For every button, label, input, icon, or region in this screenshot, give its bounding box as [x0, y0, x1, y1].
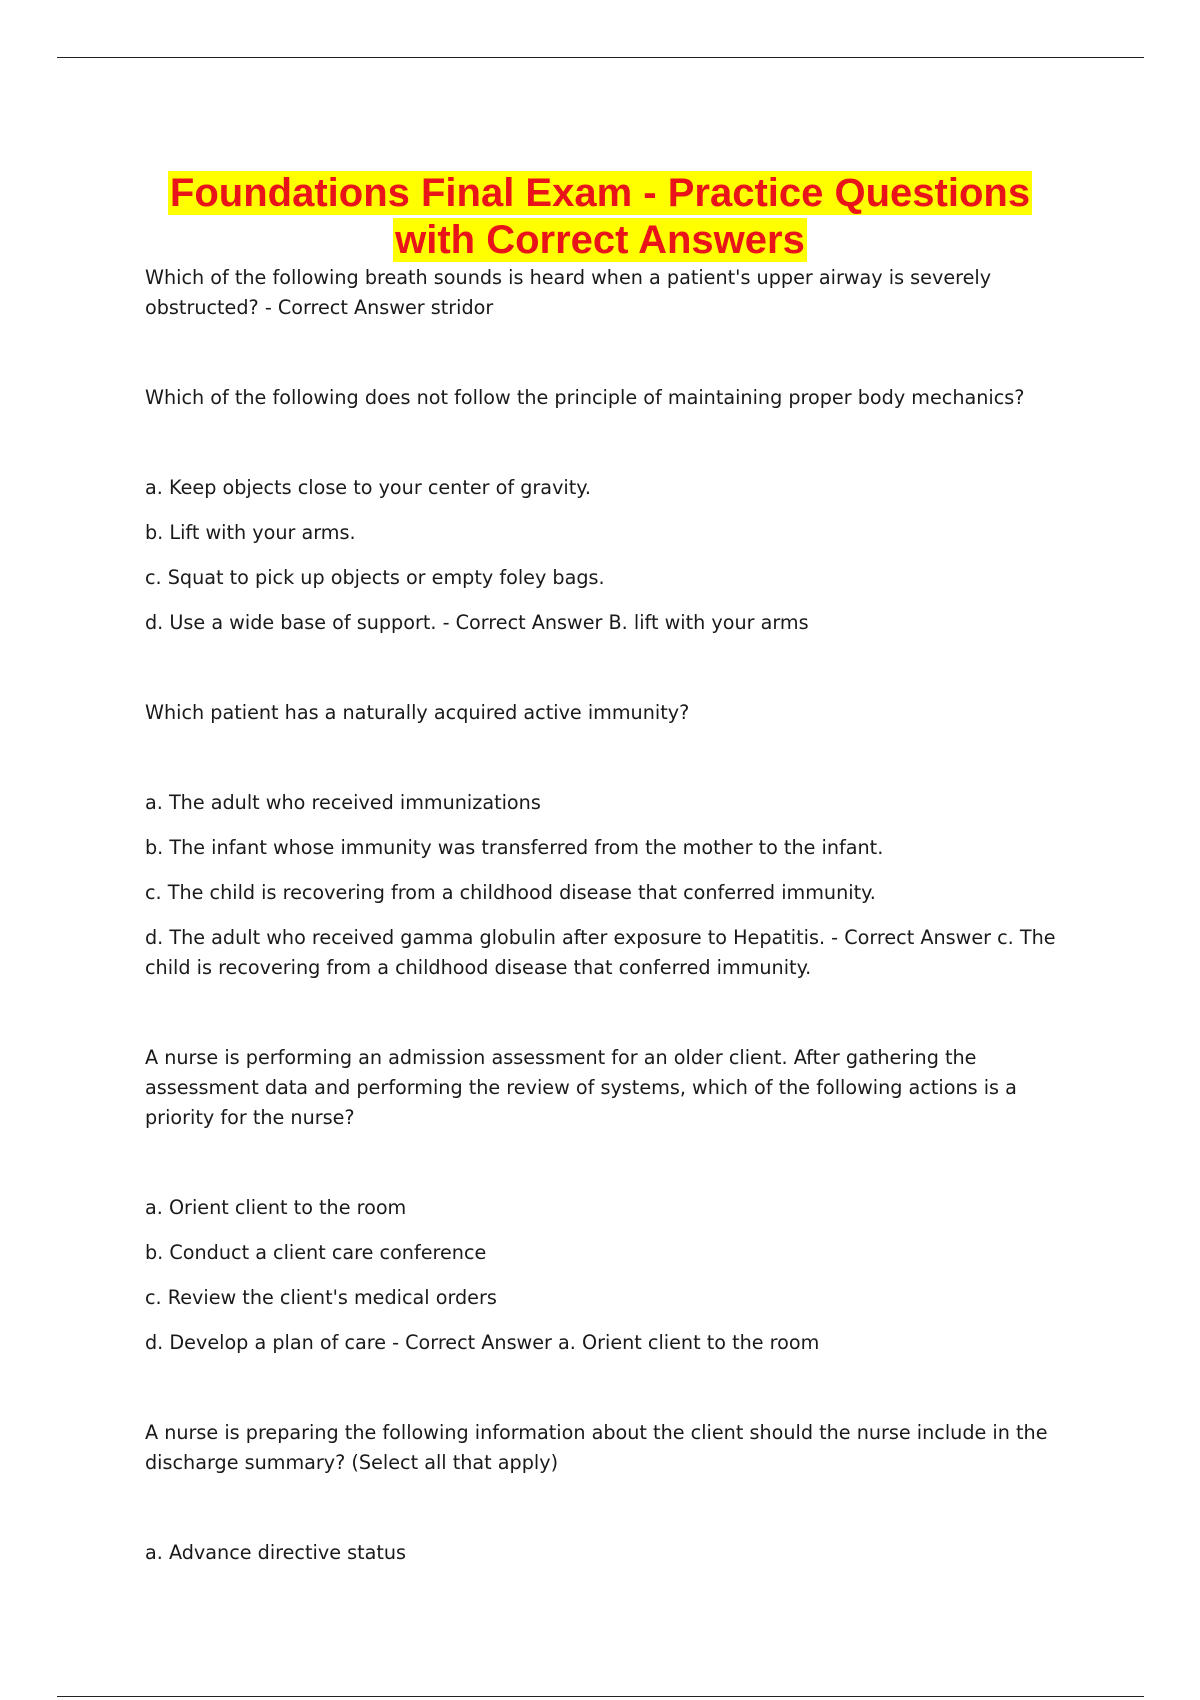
option-a: a. Orient client to the room [145, 1196, 407, 1219]
footer-rule [57, 1696, 1144, 1697]
question-text: Which of the following breath sounds is heard when a patient's upper airway is severely obstructed? - Correct Answer stridor [145, 266, 992, 319]
question-4 [145, 1043, 1065, 1358]
option-a: a. Keep objects close to your center of gravity. [145, 476, 591, 499]
option-d: d. Use a wide base of support. - Correct Answer B. lift with your arms [145, 611, 809, 634]
option-d: d. Develop a plan of care - Correct Answer a. Orient client to the room [145, 1331, 820, 1354]
option-list [145, 1538, 1065, 1568]
title-line-1: Foundations Final Exam - Practice Questions [169, 170, 1031, 215]
question-text: A nurse is preparing the following information about the client should the nurse include in the discharge summary? (Select all that apply) [145, 1421, 1048, 1474]
header-rule [57, 57, 1144, 58]
option-list [145, 1193, 1065, 1358]
option-c: c. Review the client's medical orders [145, 1286, 497, 1309]
option-b: b. Lift with your arms. [145, 521, 356, 544]
question-2 [145, 383, 1065, 638]
option-list [145, 788, 1065, 983]
question-3 [145, 698, 1065, 983]
question-text: A nurse is performing an admission assessment for an older client. After gathering the assessment data and performing the review of systems, which of the following actions is a priority for the nurse? [145, 1046, 1017, 1129]
question-text: Which of the following does not follow the principle of maintaining proper body mechanics? [145, 386, 1025, 409]
option-d: d. The adult who received gamma globulin after exposure to Hepatitis. - Correct Answer c. The child is recovering from a childhood disease that conferred immunity. [145, 926, 1056, 979]
option-b: b. The infant whose immunity was transferred from the mother to the infant. [145, 836, 884, 859]
option-list [145, 473, 1065, 638]
document-title [80, 170, 1120, 264]
option-b: b. Conduct a client care conference [145, 1241, 487, 1264]
title-line-2: with Correct Answers [395, 217, 805, 262]
question-5 [145, 1418, 1065, 1568]
option-a: a. Advance directive status [145, 1541, 407, 1564]
question-1 [145, 263, 1065, 323]
document-body [145, 263, 1065, 1628]
question-text: Which patient has a naturally acquired active immunity? [145, 701, 690, 724]
option-c: c. Squat to pick up objects or empty foley bags. [145, 566, 605, 589]
option-c: c. The child is recovering from a childhood disease that conferred immunity. [145, 881, 876, 904]
option-a: a. The adult who received immunizations [145, 791, 541, 814]
